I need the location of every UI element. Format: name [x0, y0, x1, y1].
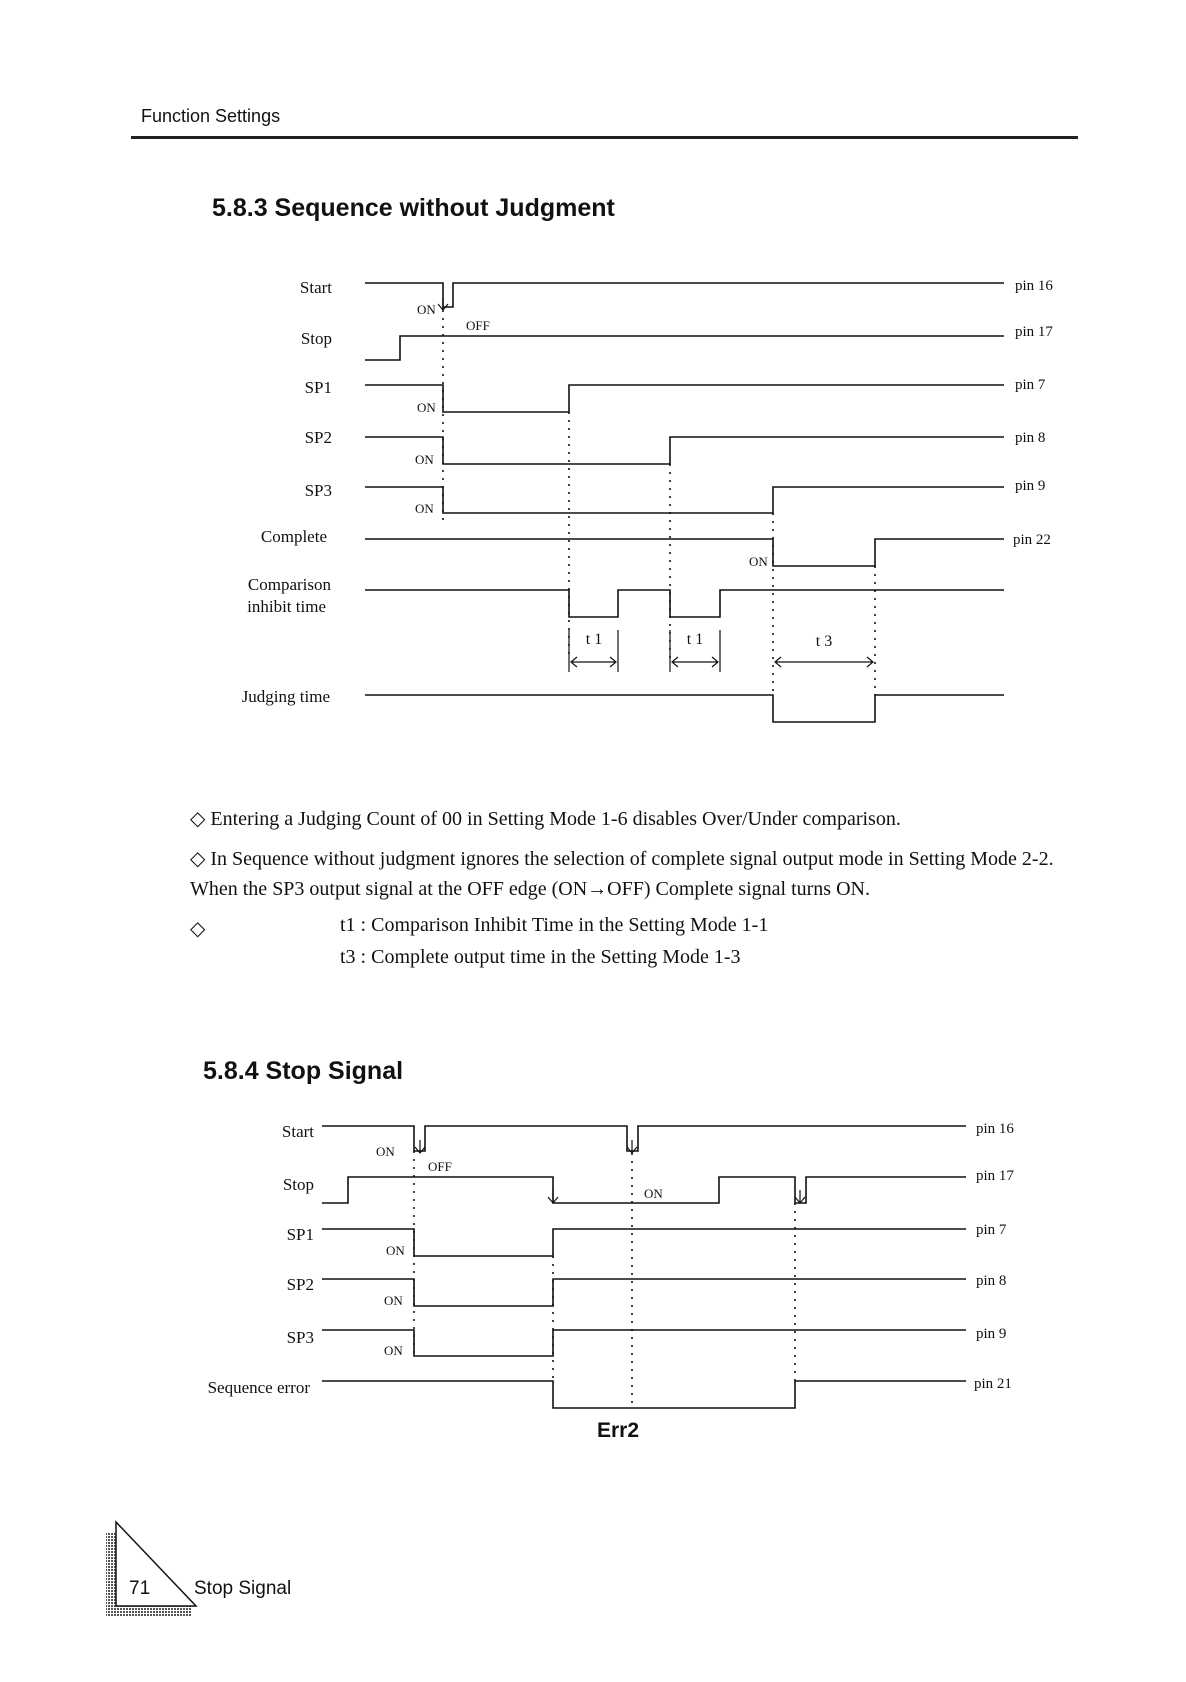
pin2-label-8: pin 8 — [976, 1273, 1007, 1289]
pin-label-7: pin 7 — [1015, 377, 1046, 393]
signal-label-stop: Stop — [300, 329, 332, 348]
signal2-label-stop: Stop — [282, 1175, 314, 1194]
pin-label-8: pin 8 — [1015, 430, 1046, 446]
signal-label-sp3: SP3 — [304, 481, 332, 500]
pin-label-17: pin 17 — [1015, 324, 1053, 340]
signal2-label-sp1: SP1 — [286, 1225, 314, 1244]
signal-label-inhibit-line1: Comparison — [247, 575, 331, 594]
note-bullet: ◇ — [190, 808, 206, 830]
mark-on-complete: ON — [749, 554, 768, 569]
pin-label-22: pin 22 — [1013, 532, 1051, 548]
footer-section-label: Stop Signal — [194, 1578, 292, 1599]
section-title-stop-signal: 5.8.4 Stop Signal — [203, 1057, 404, 1085]
note-text-2: In Sequence without judgment ignores the selection of complete signal output mode in Setting Mode 2-2. When the SP3 output signal at the OFF edge (ON→OFF) Complete signal turns ON. — [190, 848, 1054, 900]
signal-label-complete: Complete — [260, 527, 327, 546]
signal2-label-sp3: SP3 — [286, 1328, 314, 1347]
note-bullet: ◇ — [190, 848, 206, 870]
mark2-on-sp3: ON — [384, 1343, 403, 1358]
page-number: 71 — [129, 1578, 151, 1599]
pin2-label-9: pin 9 — [976, 1326, 1007, 1342]
signal-label-start: Start — [299, 278, 332, 297]
pin2-label-17: pin 17 — [976, 1168, 1014, 1184]
signal2-label-seq-error: Sequence error — [207, 1378, 310, 1397]
note-text-1: Entering a Judging Count of 00 in Setting Mode 1-6 disables Over/Under comparison. — [210, 808, 901, 830]
interval-t3-label: t 3 — [815, 633, 833, 650]
signal-label-sp2: SP2 — [304, 428, 332, 447]
interval-t1a-label: t 1 — [585, 631, 603, 648]
footer-triangle — [116, 1522, 196, 1606]
footer-shade-horizontal — [106, 1606, 192, 1616]
mark2-on-sp1: ON — [386, 1243, 405, 1258]
pin-label-9: pin 9 — [1015, 478, 1046, 494]
mark2-on-sp2: ON — [384, 1293, 403, 1308]
signal2-label-sp2: SP2 — [286, 1275, 314, 1294]
pin2-label-16: pin 16 — [976, 1121, 1014, 1137]
mark2-on-stop: ON — [644, 1186, 663, 1201]
definition-t1: t1 : Comparison Inhibit Time in the Setting Mode 1-1 — [340, 914, 769, 936]
section-title-sequence-without-judgment: 5.8.3 Sequence without Judgment — [212, 194, 615, 222]
mark-on-sp1: ON — [417, 400, 436, 415]
signal-label-sp1: SP1 — [304, 378, 332, 397]
header-title: Function Settings — [141, 106, 281, 126]
mark-off-stop: OFF — [466, 318, 490, 333]
definition-t3: t3 : Complete output time in the Setting Mode 1-3 — [340, 946, 741, 968]
error-code-label: Err2 — [597, 1419, 640, 1442]
signal-label-inhibit-line2: inhibit time — [247, 597, 326, 616]
signal-label-judging: Judging time — [241, 687, 330, 706]
mark2-off-stop: OFF — [428, 1159, 452, 1174]
pin2-label-7: pin 7 — [976, 1222, 1007, 1238]
mark-on-sp2: ON — [415, 452, 434, 467]
note-bullet-definitions: ◇ — [190, 918, 206, 940]
mark-on-sp3: ON — [415, 501, 434, 516]
mark-on-start: ON — [417, 302, 436, 317]
interval-t1b-label: t 1 — [686, 631, 704, 648]
mark2-on-start: ON — [376, 1144, 395, 1159]
pin-label-16: pin 16 — [1015, 278, 1053, 294]
pin2-label-21: pin 21 — [974, 1376, 1012, 1392]
footer-shade-vertical — [106, 1532, 116, 1616]
signal2-label-start: Start — [281, 1122, 314, 1141]
